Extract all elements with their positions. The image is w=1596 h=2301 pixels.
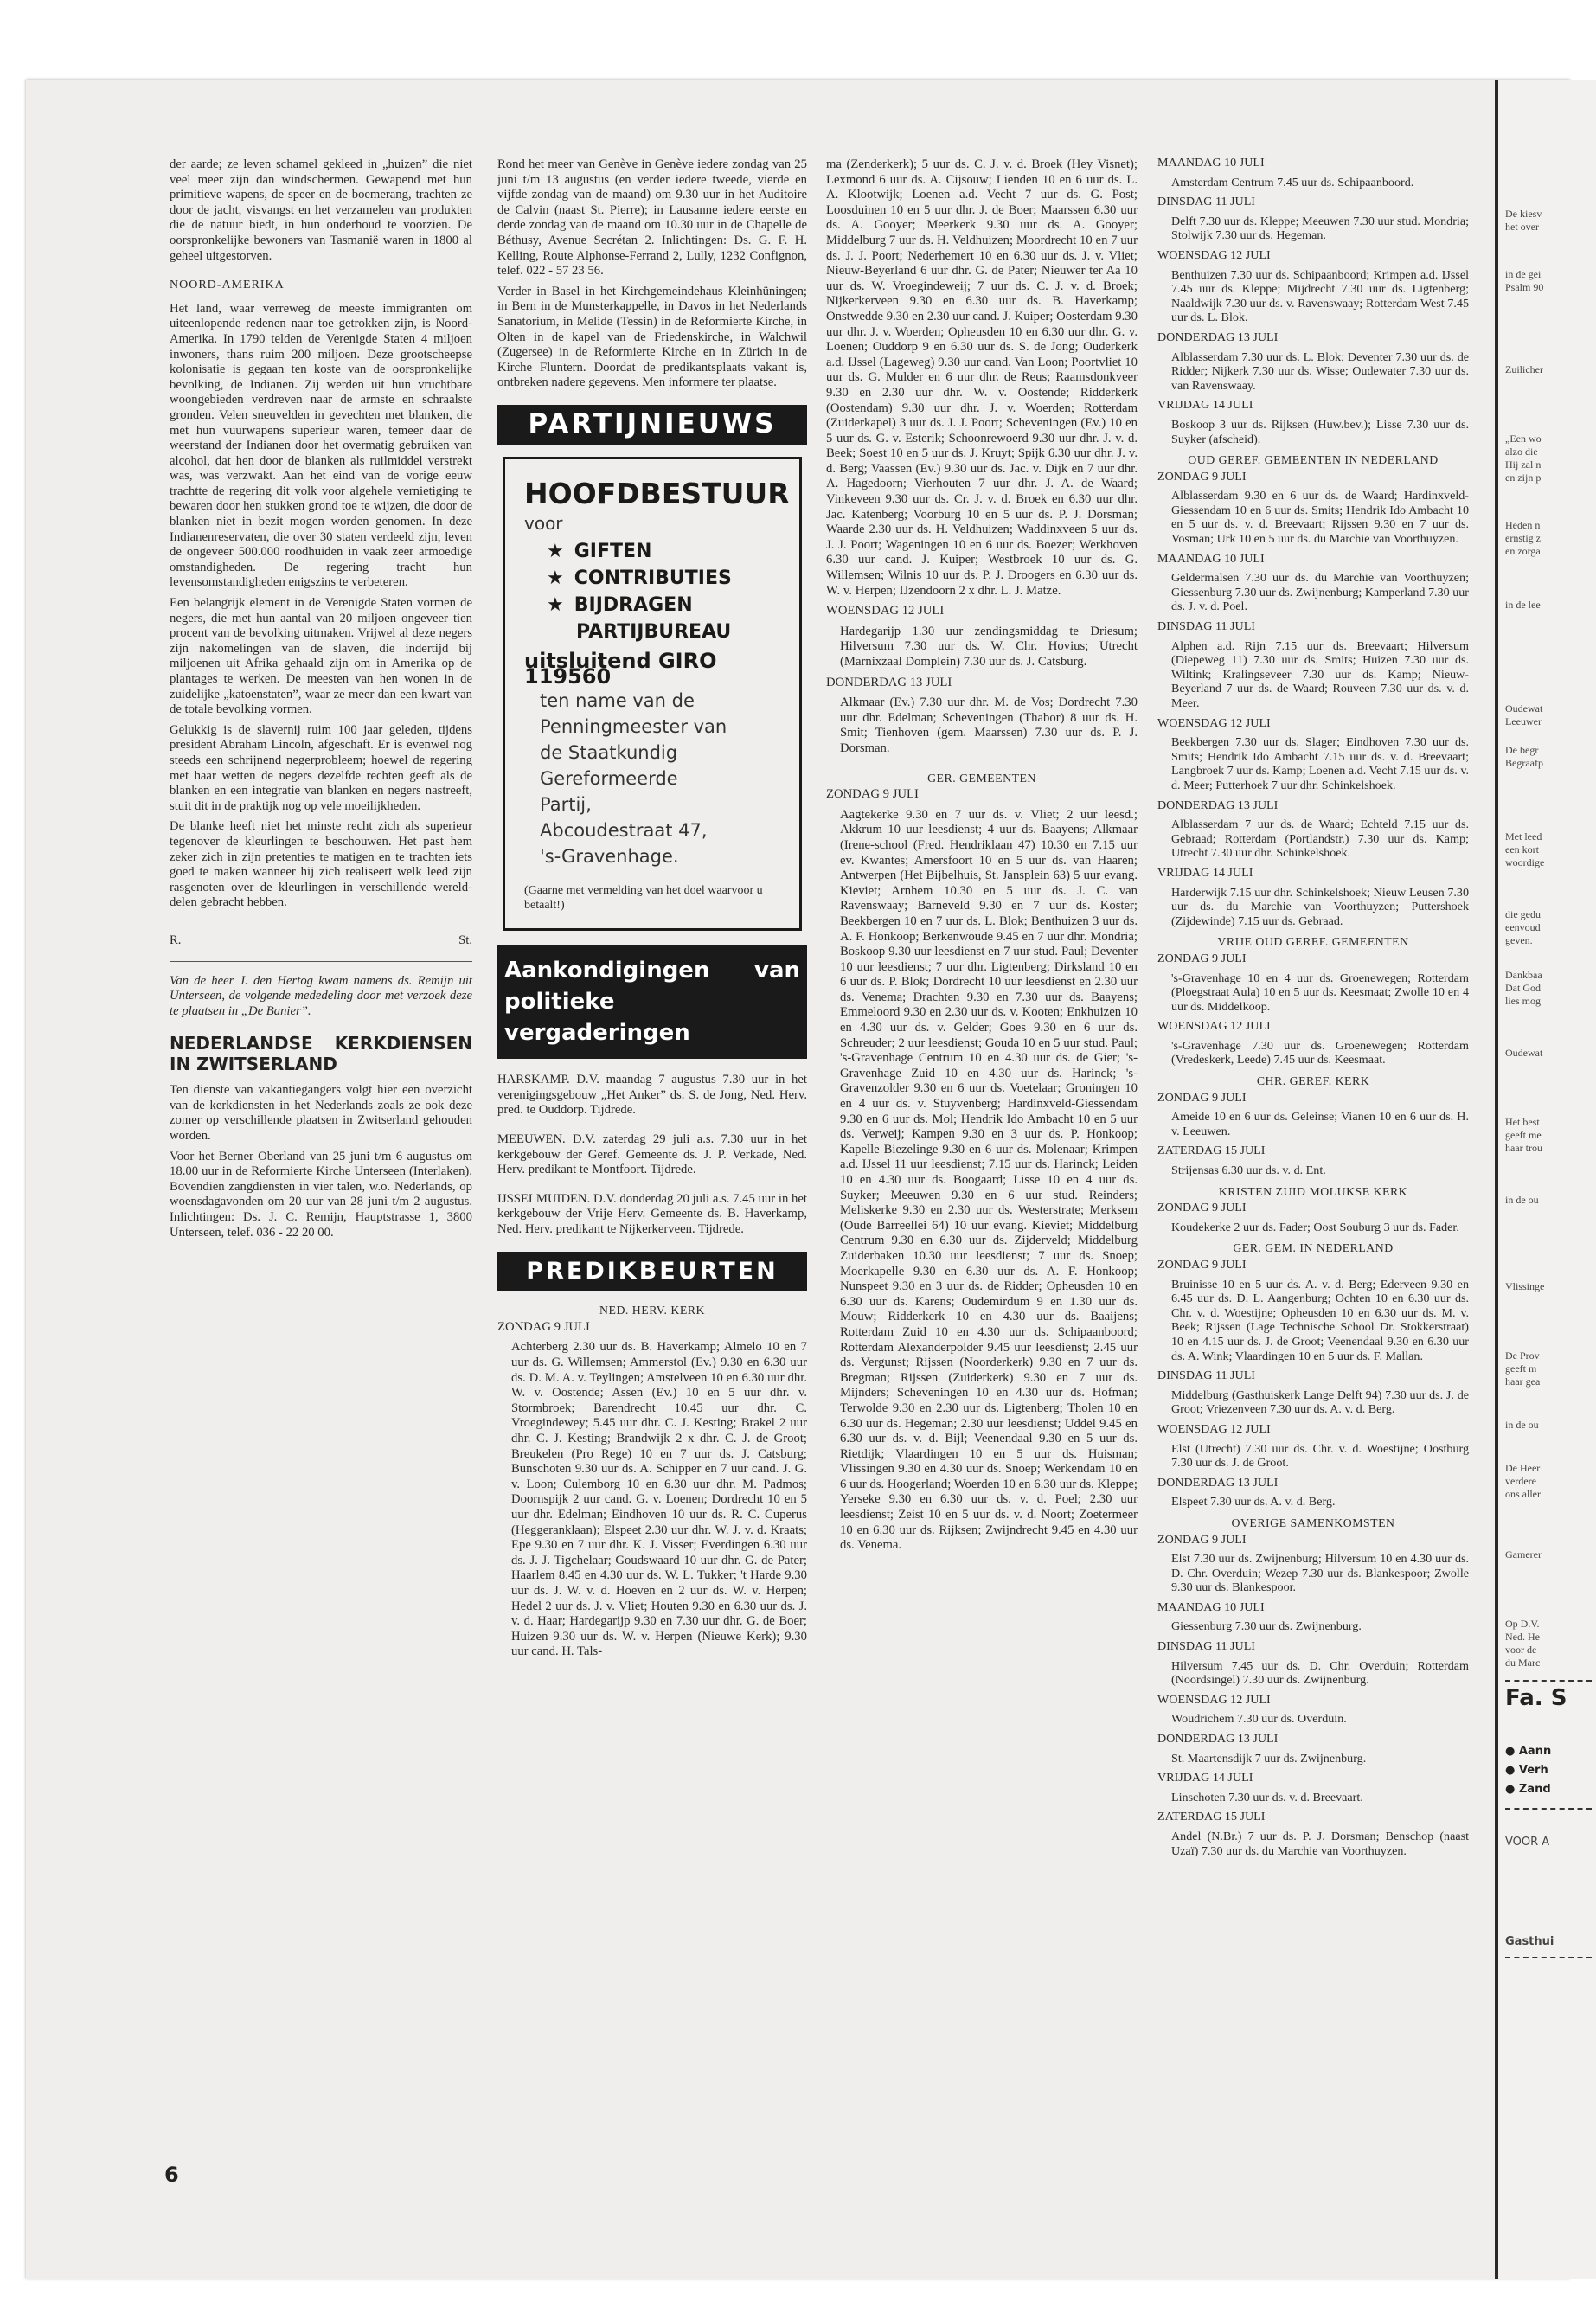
schedule-text: Benthuizen 7.30 uur ds. Schipaanboord; Krimpen a.d. IJssel 7.45 uur ds. Kleppe; Mijdrecht 7.30 uur ds. Ligtenberg; Naaldwijk 7.30 uur ds. v. Ravenswaay; Rotterdam West 7.45 uur ds. L. Blok. — [1171, 267, 1469, 325]
signature-line — [170, 933, 472, 949]
article-paragraph: Een belangrijk element in de Verenigde Staten vormen de negers, die met hun aantal van 20 miljoen ongeveer tien procent van de bevolking uitmaken. Vrijwel al deze negers zijn nakomelingen van de slaven, die indertijd bij miljoenen uit Afrika gehaald zijn om in Amerika op de plantages te werken. De meesten van hen wonen in de zuidelijke „katoenstaten”, waar ze meer dan een kwart van de totale bevolking vormen. — [170, 596, 472, 717]
schedule-day: DONDERDAG 13 JULI — [826, 675, 952, 689]
schedule-text: Harderwijk 7.15 uur dhr. Schinkelshoek; Nieuw Leusen 7.30 uur ds. du Marchie van Voorthuyzen; Puttershoek (Zijdewinde) 7.15 uur ds. Gebraad. — [1171, 885, 1469, 928]
schedule-day: ZONDAG 9 JULI — [1157, 1201, 1247, 1215]
schedule-text: 's-Gravenhage 7.30 uur ds. Groenewegen; Rotterdam (Vredeskerk, Leede) 7.45 uur ds. Keesmaat. — [1171, 1038, 1469, 1067]
schedule-day: DONDERDAG 13 JULI — [1157, 1475, 1279, 1490]
schedule-text: Elst 7.30 uur ds. Zwijnenburg; Hilversum 10 en 4.30 uur ds. D. Chr. Overduin; Wezep 7.30 uur ds. Blankespoor; Zwolle 9.30 uur ds. Blankespoor. — [1171, 1552, 1469, 1595]
box-item-contributies: ★ CONTRIBUTIES — [547, 567, 732, 590]
strip-text: De kiesv het over — [1505, 208, 1542, 233]
schedule-text: Elst (Utrecht) 7.30 uur ds. Chr. v. d. Woestijne; Oostburg 7.30 uur ds. J. de Groot. — [1171, 1441, 1469, 1471]
article-paragraph: Voor het Berner Oberland van 25 juni t/m 6 augustus om 18.00 uur in de Reformierte Kirche Unterseen (Interlaken). Bovendien zangdiensten in vier talen, w.o. Nederlands, op woensdagavonden om 20 uur van 28 juni t/m 2 augustus. Inlichtingen: Ds. J. C. Remijn, Hauptstrasse 1, 3800 Unterseen, telef. 036 - 22 20 00. — [170, 1149, 472, 1240]
schedule-day: VRIJDAG 14 JULI — [1157, 398, 1253, 413]
schedule-text: Alblasserdam 9.30 en 6 uur ds. de Waard; Hardinxveld-Giessendam 10 en 6 uur ds. Smits; Hendrik Ido Ambacht 10 en 5 uur ds. v. d. Breevaart; Rijssen 9.30 en 7 uur ds. Vosman; Urk 10 en 5 uur ds. du Marchie van Voorthuyzen. — [1171, 489, 1469, 547]
strip-text: in de ou — [1505, 1419, 1539, 1431]
giro-number: uitsluitend GIRO 119560 — [524, 649, 717, 689]
box-address-line: Partij, — [540, 794, 592, 816]
strip-text: die gedu eenvoud geven. — [1505, 908, 1541, 946]
schedule-day: ZONDAG 9 JULI — [1157, 951, 1247, 965]
strip-text: Met leed een kort woordige — [1505, 830, 1545, 868]
signature-initial: St. — [458, 933, 472, 947]
star-icon: ★ — [547, 541, 564, 563]
box-subtitle: voor — [524, 512, 563, 534]
schedule-text: Woudrichem 7.30 uur ds. Overduin. — [1171, 1712, 1347, 1727]
banner-partijnieuws: PARTIJNIEUWS — [497, 405, 807, 445]
article-paragraph: Ten dienste van vakantiegangers volgt hier een overzicht van de kerkdiensten in het Nederlands zoals ze ook deze zomer op verschillende plaatsen in Zwitserland gehouden worden. — [170, 1083, 472, 1144]
schedule-day: VRIJDAG 14 JULI — [1157, 1771, 1253, 1785]
article-paragraph: Rond het meer van Genève in Genève iedere zondag van 25 juni t/m 13 augustus (en verder iedere tweede, vierde en vijfde zondag van de maand) om 9.30 uur in het Auditoire de Calvin (naast St. Pierre); in Lausanne iedere eerste en derde zondag van de maand om 10.30 uur in de Chapelle de Béthusy, Avenue Secrétan 2. Inlichtingen: Ds. G. F. H. Kelling, Route Alphonse-Ferrand 2, Lully, 1232 Confignon, telef. 022 - 57 23 56. — [497, 157, 807, 279]
schedule-text: Beekbergen 7.30 uur ds. Slager; Eindhoven 7.30 uur ds. Smits; Hendrik Ido Ambacht 7.15 uur ds. v. d. Breevaart; Langbroek 7 uur ds. Kamp; Loenen a.d. Vecht 7.15 uur ds. v. d. Meer; Putterhoek 7 uur dhr. Schinkelshoek. — [1171, 735, 1469, 792]
schedule-day: WOENSDAG 12 JULI — [1157, 247, 1271, 262]
box-item-bijdragen: ★ BIJDRAGEN PARTIJBUREAU — [547, 594, 732, 644]
schedule-text: Achterberg 2.30 uur ds. B. Haverkamp; Almelo 10 en 7 uur ds. G. Willemsen; Ammerstol (Ev.) 9.30 en 6.30 uur ds. D. M. A. v. Teylingen; Amstelveen 10 en 6.30 uur dhr. W. v. Oostende; Assen (Ev.) 10 en 5 uur dhr. v. Stormbroek; Barendrecht 10.45 uur dhr. C. Vroegindewey; 5.45 uur dhr. C. J. Kesting; Brakel 2 uur dhr. C. J. Kesting; Brandwijk 2 x dhr. C. J. de Groot; Breukelen (Pro Rege) 10 en 7 uur ds. J. Catsburg; Bunschoten 9.30 uur ds. A. Schipper en 7 uur cand. J. G. v. Loon; Culemborg 10 en 6.30 uur dhr. M. Padmos; Doornspijk 2 uur cand. G. v. Loenen; Dordrecht 10 en 5 uur dhr. Edelman; Eindhoven 10 uur ds. R. C. Cuperus (Heggeranklaan); Elspeet 2.30 uur dhr. W. J. v. d. Kraats; Epe 9.30 en 7 uur dhr. K. J. Visser; Everdingen 6.30 uur ds. J. J. Tigchelaar; Goudswaard 10 uur dhr. G. de Pater; Haarlem 8.45 en 4.30 uur ds. W. L. Tukker; 't Harde 9.30 uur ds. J. W. v. d. Hoeven en 2 uur ds. W. v. Herpen; Hedel 2 uur ds. J. v. Vliet; Houten 9.30 en 6.30 uur ds. J. v. d. Haar; Hardegarijp 9.30 en 7.30 uur dhr. G. de Boer; Huizen 9.30 uur ds. W. v. Herpen (Nieuwe Kerk); 9.30 uur cand. H. Tals- — [511, 1340, 807, 1659]
schedule-day: WOENSDAG 12 JULI — [1157, 715, 1271, 730]
announcement: HARSKAMP. D.V. maandag 7 augustus 7.30 uur in het verenigingsgebouw „Het Anker” ds. S. de Jong, Ned. Herv. pred. te Ouddorp. Tijdrede. — [497, 1073, 807, 1118]
schedule-text: Alblasserdam 7.30 uur ds. L. Blok; Deventer 7.30 uur ds. de Ridder; Nijkerk 7.30 uur ds. Wisse; Oudewater 7.30 uur ds. van Ravenswaay. — [1171, 349, 1469, 393]
schedule-text: Middelburg (Gasthuiskerk Lange Delft 94) 7.30 uur ds. J. de Groot; Vriezenveen 7.30 uur ds. A. v. d. Berg. — [1171, 1388, 1469, 1417]
column-2 — [497, 157, 807, 1665]
schedule-text: Linschoten 7.30 uur ds. v. d. Breevaart. — [1171, 1790, 1363, 1804]
section-heading-noord-amerika: NOORD-AMERIKA — [170, 279, 285, 292]
advert-text: VOOR A — [1505, 1836, 1550, 1849]
schedule-day: MAANDAG 10 JULI — [1157, 156, 1265, 170]
schedule-text: Alphen a.d. Rijn 7.15 uur ds. Breevaart; Hilversum (Diepeweg 11) 7.30 uur ds. Smits; Huizen 7.30 uur ds. Wiltink; Kralingseveer 7.30 uur ds. Kamp; Nieuw-Beyerland 7 uur ds. de Waard; Rouveen 7.30 uur ds. v. d. Meer. — [1171, 638, 1469, 710]
schedule-text: 's-Gravenhage 10 en 4 uur ds. Groenewegen; Rotterdam (Ploegstraat Aula) 10 en 5 uur ds. Keesmaat; Zwolle 10 en 4 uur ds. Middelkoop. — [1171, 971, 1469, 1014]
column-1 — [170, 157, 472, 1246]
schedule-text: Geldermalsen 7.30 uur ds. du Marchie van Voorthuyzen; Giessenburg 7.30 uur ds. Zwijnenburg; Kamperland 7.30 uur ds. J. v. d. Poel. — [1171, 571, 1469, 614]
schedule-text: Giessenburg 7.30 uur ds. Zwijnenburg. — [1171, 1619, 1362, 1634]
schedule-day: ZONDAG 9 JULI — [1157, 1090, 1247, 1105]
schedule-text: Delft 7.30 uur ds. Kleppe; Meeuwen 7.30 uur stud. Mondria; Stolwijk 7.30 uur ds. Hegeman. — [1171, 214, 1469, 243]
schedule-text: Koudekerke 2 uur ds. Fader; Oost Souburg 3 uur ds. Fader. — [1171, 1220, 1459, 1234]
box-address-line: Gereformeerde — [540, 768, 678, 790]
strip-text: in de ou — [1505, 1194, 1539, 1206]
strip-text: Gamerer — [1505, 1548, 1542, 1561]
schedule-text: Hardegarijp 1.30 uur zendingsmiddag te Driesum; Hilversum 7.30 uur ds. W. Chr. Hovius; Utrecht (Marnixzaal Domplein) 7.30 uur ds. J. Catsburg. — [840, 624, 1138, 669]
strip-text: Oudewat — [1505, 1047, 1543, 1059]
schedule-day: ZONDAG 9 JULI — [1157, 1258, 1247, 1272]
signature-initial: R. — [170, 933, 182, 947]
schedule-day: VRIJDAG 14 JULI — [1157, 865, 1253, 880]
dashed-border — [1505, 1680, 1592, 1682]
schedule-text: Aagtekerke 9.30 en 7 uur ds. v. Vliet; 2 uur leesd.; Akkrum 10 uur leesdienst; 4 uur ds. Baayens; Alkmaar (Irene-school (Fred. Hendriklaan 47) 10.30 en 7.15 uur ev. Kwantes; Amersfoort 10 en 5 uur ds. van Haaren; Antwerpen (Het Bijbelhuis, St. Jansplein 63) 5 uur evang. Kieviet; Arnhem 10.30 en 5 uur ds. J. C. van Ravenswaay; Barneveld 9.30 en 7 uur ds. Koster; Beekbergen 10 en 7 uur ds. L. Blok; Benthuizen 3 uur ds. A. F. Honkoop; Berkenwoude 9.45 en 7 uur dhr. Mondria; Boskoop 9.30 uur leesdienst en 7 uur stud. Paul; Deventer 10 uur leesdienst; 7 uur dhr. Ligtenberg; Dirksland 10 en 6 uur ds. P. Blok; Dordrecht 10 uur leesdienst en 2.30 uur ds. Venema; Drachten 9.30 en 7.30 uur ds. Baayens; Emmeloord 9.30 en 2.30 uur ds. v. Kooten; Enkhuizen 10 en 4.30 uur ds. v. Gelder; Goes 9.30 en 6 uur ds. Schreuder; 2 uur leesdienst; Gouda 10 en 5 uur stud. Paul; 's-Gravenhage Centrum 10 en 4.30 uur ds. de Gier; 's-Gravenhage Zuid 10 en 4.30 uur ds. Harinck; 's-Gravenzolder 9.30 en 6 uur ds. Voetelaar; Groningen 10 en 4 uur ds. v. Stuyvenberg; Hardinxveld-Giessendam 9.30 en 6 uur ds. Mol; Hendrik Ido Ambacht 10 en 5 uur ds. Verweij; Kampen 9.30 en 3 uur ds. P. Honkoop; Kapelle Biezelinge 9.30 en 6 uur ds. Molenaar; Krimpen a.d. IJssel 11 uur leesdienst; 7.15 uur ds. Harinck; Leiden 10 en 4.30 uur ds. Boogaard; Lisse 10 en 4 uur ds. Suyker; Meeuwen 9.30 en 6 uur stud. Reinders; Meliskerke 9.30 en 2.30 uur ds. Westerstrate; Merksem (Oude Barreellei 64) 10 uur evang. Kieviet; Middelburg Centrum 9.30 en 6.30 uur ds. Zijderveld; Middelburg Zuiderbaken 10.30 uur leesdienst; 7 uur ds. Snoep; Moerkapelle 9.30 en 6.30 uur ds. A. F. Honkoop; Nunspeet 9.30 en 3 uur ds. de Ridder; Opheusden 10 en 6.30 uur ds. Karens; Oudemirdum 9 en 1.30 uur ds. Mouw; Ridderkerk 10 en 4.30 uur ds. Baaijens; Rotterdam Zuid 10 en 4.30 uur ds. Schipaanboord; Rotterdam Alexanderpolder 9.45 uur leesdienst; 2.45 uur ds. Vergunst; Rijssen (Noorderkerk) 9.30 en 7 uur ds. Bregman; Rijssen (Zuiderkerk) 9.30 en 7 uur ds. Mijnders; Scheveningen 10 en 4.30 uur ds. Hofman; Terwolde 9.30 en 2.30 uur ds. Ligtenberg; Tholen 10 en 6.30 uur ds. Hegeman; 2.30 uur leesdienst; Uddel 9.45 en 6.30 uur ds. v. d. Bijl; Veenendaal 9.30 en 5 uur ds. Rietdijk; Vlaardingen 10 en 5 uur ds. Huisman; Vlissingen 9.30 en 4.30 uur ds. Snoep; Werkendam 10 en 6 uur ds. Hoogerland; Woerden 10 en 6.30 uur ds. Kleppe; Yerseke 9.30 en 6.30 uur ds. v. d. Poel; 2.30 uur leesdienst; Zeist 10 en 5 uur ds. v. d. Noort; Zoetermeer 10 en 6.30 uur ds. Rijksen; Zwijndrecht 9.45 en 4.30 uur ds. Venema. — [840, 807, 1138, 1553]
article-paragraph: der aarde; ze leven schamel gekleed in „huizen” die niet veel meer zijn dan windschermen. Gewapend met hun primitieve wapens, de speer en de boemerang, trachten ze door de jacht, visvangst en het verzamelen van produkten die de natuur biedt, in hun onderhoud te voorzien. De oorspronkelijke bewoners van Tasmanië waren in 1800 al geheel uitgestorven. — [170, 157, 472, 263]
schedule-text: St. Maartensdijk 7 uur ds. Zwijnenburg. — [1171, 1751, 1367, 1766]
schedule-text: Ameide 10 en 6 uur ds. Geleinse; Vianen 10 en 6 uur ds. H. v. Leeuwen. — [1171, 1110, 1469, 1138]
schedule-day: DONDERDAG 13 JULI — [1157, 330, 1279, 344]
strip-text: Zuilicher — [1505, 363, 1543, 375]
schedule-day: ZONDAG 9 JULI — [1157, 1532, 1247, 1547]
schedule-day: MAANDAG 10 JULI — [1157, 551, 1265, 566]
schedule-day: ZONDAG 9 JULI — [1157, 469, 1247, 484]
box-address-line: ten name van de — [540, 690, 695, 712]
strip-text: De Prov geeft m haar gea — [1505, 1349, 1541, 1388]
announcement: MEEUWEN. D.V. zaterdag 29 juli a.s. 7.30 uur in het kerkgebouw der Geref. Gemeente ds. J. P. Verkade, Ned. Herv. predikant te Montfoort. Tijdrede. — [497, 1132, 807, 1177]
article-paragraph: Gelukkig is de slavernij ruim 100 jaar geleden, tijdens president Abraham Lincoln, afgeschaft. Er is evenwel nog steeds een schrijnend negerprobleem; hoewel de regering met haar wetten de negers dezelfde rechten geeft als de blanken en een integratie van blanken en negers nastreeft, stuit dit in de praktijk nog op vele moeilijkheden. — [170, 722, 472, 813]
box-title: HOOFDBESTUUR — [524, 476, 790, 510]
schedule-text: Strijensas 6.30 uur ds. v. d. Ent. — [1171, 1163, 1326, 1178]
schedule-day: ZONDAG 9 JULI — [497, 1319, 590, 1334]
advert-bullets: ● Aann ● Verh ● Zand — [1505, 1745, 1552, 1796]
church-heading: KRISTEN ZUID MOLUKSE KERK — [1218, 1184, 1408, 1198]
schedule-day: ZATERDAG 15 JULI — [1157, 1810, 1266, 1824]
strip-text: Op D.V. Ned. He voor de du Marc — [1505, 1618, 1541, 1669]
box-item-giften: ★ GIFTEN — [547, 541, 652, 563]
star-icon: ★ — [547, 594, 564, 617]
strip-text: „Een wo alzo die Hij zal n en zijn p — [1505, 433, 1542, 484]
banner-predikbeurten: PREDIKBEURTEN — [497, 1252, 807, 1292]
article-paragraph: Verder in Basel in het Kirchgemeindehaus Kleinhüningen; in Bern in de Munsterkappelle, in Davos in het Nederlands Sanatorium, in Melide (Tessin) in de Reformierte Kirche, in Olten in de kapel van de Friedenskirche, in Walchwil (Zugersee) in de Reformierte Kirche en in Zürich in de Kirche Fluntern. Doordat de predikantsplaats vakant is, ontbreken nadere gegevens. Men informere ter plaatse. — [497, 284, 807, 390]
dashed-border — [1505, 1957, 1592, 1958]
strip-text: Vlissinge — [1505, 1280, 1545, 1292]
strip-text: Het best geeft me haar trou — [1505, 1116, 1542, 1154]
schedule-day: DONDERDAG 13 JULI — [1157, 798, 1279, 812]
schedule-text: Alkmaar (Ev.) 7.30 uur dhr. M. de Vos; Dordrecht 7.30 uur dhr. Edelman; Scheveningen (Thabor) 8 uur ds. H. Smit; Tienhoven (gem. Maarssen) 7.30 uur ds. P. J. Dorsman. — [840, 695, 1138, 755]
strip-text: De Heer verdere ons aller — [1505, 1462, 1541, 1500]
strip-text: Heden n ernstig z en zorga — [1505, 519, 1541, 557]
column-4 — [1157, 156, 1469, 1863]
advert-heading: Fa. S — [1505, 1685, 1567, 1711]
schedule-text: ma (Zenderkerk); 5 uur ds. C. J. v. d. Broek (Hey Visnet); Lexmond 6 uur ds. A. Cijsouw; Lienden 10 en 6 uur ds. L. A. Klootwijk; Loenen a.d. Vecht 7 uur ds. G. Post; Loosduinen 10 en 5 uur dhr. J. de Boer; Maarssen 6.30 uur ds. A. Gooyer; Meerkerk 9.30 uur ds. A. Gooyer; Middelburg 7 uur ds. H. Veldhuizen; Moordrecht 10 en 7 uur ds. J. J. Poort; Nederhemert 10 en 6.30 uur ds. J. v. Vliet; Nieuw-Beyerland 6 uur dhr. G. de Pater; Nieuwer ter Aa 10 uur ds. W. Vroegindeweij; 7 uur ds. C. J. v. d. Broek; Nijkerkerveen 9.30 en 6.30 uur ds. B. Haverkamp; Onstwedde 9.30 en 2.30 uur cand. J. Kuiper; Oosterdam 9.30 uur dhr. J. v. Woerden; Opheusden 10 en 6.30 uur dhr. G. v. Loenen; Ouddorp 9 en 6.30 uur ds. S. de Jong; Ouderkerk a.d. IJssel (Lageweg) 9.30 uur cand. Van Loon; Poortvliet 10 uur ds. G. Mulder en 6 uur dhr. de Reus; Raamsdonkveer 9.30 en 2.30 uur dhr. W. v. Oostende; Ridderkerk (Oostendam) 9.30 uur dhr. J. v. Woerden; Rotterdam (Zuiderkapel) 3 uur ds. J. J. Poort; Scheveningen (Ev.) 10 en 5 uur ds. G. v. Esterik; Schoonrewoerd 9.30 uur dhr. J. v. d. Beek; Soest 10 en 5 uur ds. J. Kruyt; Spijk 6.30 uur dhr. J. v. d. Berg; Vaassen (Ev.) 9.30 uur ds. Jac. v. Dijk en 7 uur dhr. A. Hagedoorn; Vierhouten 7 uur dhr. J. A. de Waard; Vinkeveen 9.30 uur ds. Cr. J. v. d. Broek en 6.30 uur dhr. Jac. Katenberg; Voorburg 10 en 5 uur ds. P. J. Dorsman; Waarde 2.30 uur ds. H. Veldhuizen; Waddinxveen 5 uur ds. J. J. Poort; Wageningen 10 en 6 uur ds. Boezer; Werkhoven 6.30 uur cand. J. Kuiper; Westbroek 10 uur ds. G. Willemsen; Wilnis 10 uur ds. P. J. Droogers en 6.30 uur ds. W. v. Herpen; IJzendoorn 2 x dhr. L. J. Matze. — [826, 157, 1138, 598]
schedule-text: Boskoop 3 uur ds. Rijksen (Huw.bev.); Lisse 7.30 uur ds. Suyker (afscheid). — [1171, 417, 1469, 446]
schedule-day: WOENSDAG 12 JULI — [1157, 1421, 1271, 1436]
schedule-day: ZATERDAG 15 JULI — [1157, 1144, 1266, 1158]
hoofdbestuur-box — [503, 457, 802, 932]
church-heading: GER. GEMEENTEN — [927, 771, 1036, 785]
church-heading: CHR. GEREF. KERK — [1256, 1074, 1370, 1088]
schedule-day: WOENSDAG 12 JULI — [826, 604, 945, 619]
schedule-text: Andel (N.Br.) 7 uur ds. P. J. Dorsman; Benschop (naast Uzaï) 7.30 uur ds. du Marchie van Voorthuyzen. — [1171, 1830, 1469, 1858]
church-heading: OVERIGE SAMENKOMSTEN — [1231, 1516, 1395, 1529]
schedule-text: Bruinisse 10 en 5 uur ds. A. v. d. Berg; Ederveen 9.30 en 6.45 uur ds. D. L. Aangenburg; Ochten 10 en 6.30 uur ds. Chr. v. d. Woestijne; Opheusden 10 en 6.30 uur ds. M. v. Beek; Rijssen (Lage Technische School Dr. Stokkerstraat) 10 en 4.15 uur ds. J. de Groot; Veenendaal 9.30 en 6.30 uur ds. A. Wink; Vlaardingen 10 en 5 uur ds. F. Mallan. — [1171, 1277, 1469, 1363]
schedule-text: Elspeet 7.30 uur ds. A. v. d. Berg. — [1171, 1495, 1336, 1509]
divider — [170, 961, 472, 962]
banner-aankondigingen: Aankondigingen van politieke vergaderingen — [497, 945, 807, 1059]
schedule-day: DINSDAG 11 JULI — [1157, 195, 1256, 209]
box-address-line: Abcoudestraat 47, — [540, 820, 708, 842]
strip-text: in de gei Psalm 90 — [1505, 268, 1544, 293]
schedule-text: Hilversum 7.45 uur ds. D. Chr. Overduin; Rotterdam (Noordsingel) 7.30 uur ds. Zwijnenburg. — [1171, 1658, 1469, 1688]
article-paragraph: Het land, waar verreweg de meeste immigranten om uiteenlopende redenen naar toe getrokken zijn, is Noord-Amerika. In 1790 telden de Verenigde Staten 4 miljoen inwoners, thans ruim 200 miljoen. Deze grootscheepse kolonisatie is gegaan ten koste van de oorspronkelijke bevolking, de Indianen. Zij werden uit hun vruchtbare woongebieden verdreven naar de armste en schraalste gronden. Velen sneuvelden in gevechten met blanken, die met hun vuurwapens superieur waren, temeer daar de weerstand der Indianen door het overmatig gebruiken van alcohol, dat hen door de blanken als ruilmiddel verstrekt was, was verzwakt. Aan het eind van de vorige eeuw trachtte de regering dit volk voor algehele vernietiging te bewaren door hen stukken grond toe te wijzen, die door de blanken niet in bezit mogen worden genomen. In deze Indianenreservaten, die over 30 staten verdeeld zijn, leven de ongeveer 500.000 roodhuiden in vaak zeer armoedige omstandigheden. De regering tracht hun levensomstandigheden enigszins te verbeteren. — [170, 301, 472, 590]
box-address-line: de Staatkundig — [540, 742, 678, 764]
announcement: IJSSELMUIDEN. D.V. donderdag 20 juli a.s. 7.45 uur in het kerkgebouw der Vrije Herv. Gemeente ds. B. Haverkamp, Ned. Herv. predikant te Nijkerkerveen. Tijdrede. — [497, 1191, 807, 1237]
church-heading: OUD GEREF. GEMEENTEN IN NEDERLAND — [1188, 453, 1439, 467]
schedule-day: WOENSDAG 12 JULI — [1157, 1019, 1271, 1034]
church-heading: NED. HERV. KERK — [599, 1304, 705, 1317]
strip-text: Oudewat Leeuwer — [1505, 702, 1543, 727]
schedule-day: WOENSDAG 12 JULI — [1157, 1692, 1271, 1707]
schedule-day: DONDERDAG 13 JULI — [1157, 1732, 1279, 1747]
strip-text: Dankbaa Dat God lies mog — [1505, 969, 1542, 1007]
schedule-day: MAANDAG 10 JULI — [1157, 1599, 1265, 1614]
schedule-text: Amsterdam Centrum 7.45 uur ds. Schipaanboord. — [1171, 175, 1414, 189]
schedule-day: DINSDAG 11 JULI — [1157, 619, 1256, 634]
church-heading: GER. GEM. IN NEDERLAND — [1233, 1241, 1394, 1255]
editorial-note: Van de heer J. den Hertog kwam namens ds. Remijn uit Unterseen, de volgende mededeling door met verzoek deze te plaatsen in „De Banier”. — [170, 973, 472, 1018]
adjacent-page-strip — [1495, 80, 1596, 2279]
dashed-border — [1505, 1808, 1592, 1810]
schedule-day: DINSDAG 11 JULI — [1157, 1639, 1256, 1654]
schedule-day: DINSDAG 11 JULI — [1157, 1368, 1256, 1383]
advert-text: Gasthui — [1505, 1935, 1554, 1948]
strip-text: in de lee — [1505, 599, 1541, 611]
schedule-day: ZONDAG 9 JULI — [826, 787, 919, 802]
box-address-line: Penningmeester van — [540, 716, 727, 738]
article-heading-zwitserland: NEDERLANDSE KERKDIENSEN IN ZWITSERLAND — [170, 1033, 472, 1075]
box-address-line: 's-Gravenhage. — [540, 846, 679, 868]
strip-text: De begr Begraafp — [1505, 744, 1543, 769]
page-number: 6 — [164, 2163, 179, 2187]
schedule-text: Alblasserdam 7 uur ds. de Waard; Echteld 7.15 uur ds. Gebraad; Rotterdam (Portlandstr.) 7.30 uur ds. Kamp; Utrecht 7.30 uur dhr. Schinkelshoek. — [1171, 817, 1469, 861]
column-3 — [826, 157, 1138, 1559]
star-icon: ★ — [547, 567, 564, 590]
box-note: (Gaarne met vermelding van het doel waarvoor u betaalt!) — [524, 884, 763, 913]
church-heading: VRIJE OUD GEREF. GEMEENTEN — [1217, 935, 1409, 949]
article-paragraph: De blanke heeft niet het minste recht zich als superieur tegenover de kleurlingen te beschouwen. Het past hem zeker zich in zijn pretenties te matigen en te trachten iets goed te maken wanneer hij zich realiseert welk leed zijn rasgenoten over de kleurlingen in verschillende wereld-delen gebracht hebben. — [170, 819, 472, 910]
